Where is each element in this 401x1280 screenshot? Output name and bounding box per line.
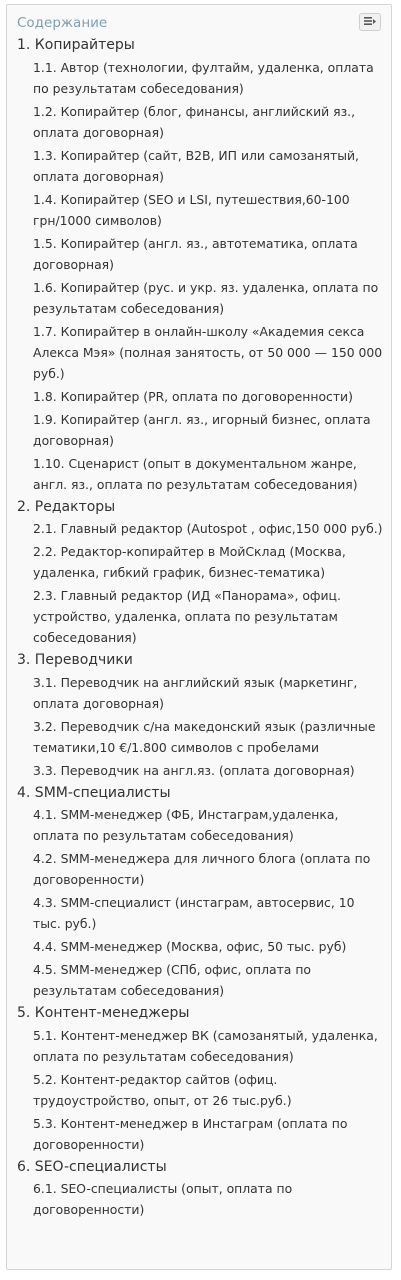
toc-sub-list: [7, 1025, 391, 1155]
toc-item-link[interactable]: 1.7. Копирайтер в онлайн-школу «Академия секса Алекса Мэя» (полная занятость, от 50 000 — 150 000 руб.): [33, 323, 383, 381]
toc-item-link[interactable]: 3.1. Переводчик на английский язык (маркетинг, оплата договорная): [33, 674, 358, 711]
toc-section: [7, 650, 391, 781]
toc-item-link[interactable]: 1.9. Копирайтер (англ. яз., игорный бизнес, оплата договорная): [33, 411, 371, 448]
toc-sub-item: [7, 1113, 391, 1155]
toc-sub-item: [7, 804, 391, 846]
toc-title: Содержание: [17, 15, 108, 31]
table-of-contents: [6, 4, 392, 1270]
toc-item-link[interactable]: 4.2. SMM-менеджера для личного блога (оплата по договоренности): [33, 851, 371, 887]
toc-sub-item: [7, 959, 391, 1001]
toc-sub-item: [7, 101, 391, 143]
toc-sub-item: [7, 453, 391, 495]
toc-sub-item: [7, 321, 391, 384]
toc-sub-item: [7, 386, 391, 407]
toc-sub-item: [7, 848, 391, 890]
toc-sub-item: [7, 892, 391, 934]
toc-item-link[interactable]: 4.4. SMM-менеджер (Москва, офис, 50 тыс. руб): [33, 939, 347, 954]
toc-section: [7, 783, 391, 1002]
toc-item-link[interactable]: 2.1. Главный редактор (Autospot , офис,150 000 руб.): [33, 521, 383, 536]
toc-sub-item: [7, 57, 391, 99]
toc-section-link[interactable]: 3. Переводчики: [17, 652, 133, 668]
toc-sub-item: [7, 277, 391, 319]
toc-item-link[interactable]: 1.4. Копирайтер (SEO и LSI, путешествия,60-100 грн/1000 символов): [33, 191, 350, 228]
toc-item-link[interactable]: 2.3. Главный редактор (ИД «Панорама», офиц. устройство, удаленка, оплата по результатам собеседования): [33, 588, 341, 645]
toc-sub-list: [7, 1178, 391, 1220]
toc-sub-item: [7, 716, 391, 758]
toc-item-link[interactable]: 1.8. Копирайтер (PR, оплата по договоренности): [33, 388, 353, 404]
toc-item-link[interactable]: 5.3. Контент-менеджер в Инстаграм (оплата по договоренности): [33, 1115, 348, 1152]
toc-sub-item: [7, 1025, 391, 1067]
toc-sub-list: [7, 672, 391, 781]
list-collapse-icon: [364, 16, 376, 27]
toc-sub-item: [7, 672, 391, 714]
toc-sub-item: [7, 518, 391, 539]
toc-item-link[interactable]: 1.3. Копирайтер (сайт, B2B, ИП или самозанятый, оплата договорная): [33, 147, 359, 184]
toc-section-link[interactable]: 4. SMM-специалисты: [17, 784, 171, 801]
toc-section: [7, 35, 391, 495]
toc-sub-item: [7, 145, 391, 187]
toc-section-link[interactable]: 2. Редакторы: [17, 498, 116, 515]
toc-sub-item: [7, 1069, 391, 1111]
toc-sub-list: [7, 518, 391, 648]
toc-item-link[interactable]: 2.2. Редактор-копирайтер в МойСклад (Москва, удаленка, гибкий график, бизнес-тематика): [33, 544, 346, 580]
toc-section: [7, 1157, 391, 1221]
toc-sub-item: [7, 1178, 391, 1220]
toc-item-link[interactable]: 5.2. Контент-редактор сайтов (офиц. трудоустройство, опыт, от 26 тыс.руб.): [33, 1071, 292, 1108]
toc-item-link[interactable]: 5.1. Контент-менеджер ВК (самозанятый, удаленка, оплата по результатам собеседования): [33, 1027, 378, 1064]
toc-item-link[interactable]: 4.3. SMM-специалист (инстаграм, автосервис, 10 тыс. руб.): [33, 895, 355, 931]
toc-item-link[interactable]: 4.5. SMM-менеджер (СПб, офис, оплата по результатам собеседования): [33, 962, 312, 998]
toc-sub-item: [7, 233, 391, 275]
toc-item-link[interactable]: 1.5. Копирайтер (англ. яз., автотематика, оплата договорная): [33, 235, 358, 272]
toc-item-link[interactable]: 1.2. Копирайтер (блог, финансы, английский яз., оплата договорная): [33, 103, 356, 140]
toc-sub-item: [7, 189, 391, 231]
toc-item-link[interactable]: 1.1. Автор (технологии, фултайм, удаленка, оплата по результатам собеседования): [33, 59, 374, 96]
toc-item-link[interactable]: 1.10. Сценарист (опыт в документальном жанре, англ. яз., оплата по результатам собеседования): [33, 455, 358, 492]
toc-item-link[interactable]: 3.2. Переводчик с/на македонский язык (различные тематики,10 €/1.800 символов с пробелами: [33, 718, 376, 755]
toc-toggle-button[interactable]: [359, 13, 381, 31]
toc-item-link[interactable]: 6.1. SEO-специалисты (опыт, оплата по договоренности): [33, 1181, 293, 1217]
toc-section-link[interactable]: 1. Копирайтеры: [17, 37, 135, 53]
toc-list: [7, 35, 391, 1222]
toc-item-link[interactable]: 3.3. Переводчик на англ.яз. (оплата договорная): [33, 762, 355, 778]
toc-sub-item: [7, 760, 391, 781]
toc-section-link[interactable]: 5. Контент-менеджеры: [17, 1005, 190, 1021]
toc-sub-list: [7, 57, 391, 495]
toc-sub-item: [7, 541, 391, 583]
toc-section-link[interactable]: 6. SEO-специалисты: [17, 1158, 167, 1175]
toc-item-link[interactable]: 4.1. SMM-менеджер (ФБ, Инстаграм,удаленка, оплата по результатам собеседования): [33, 807, 339, 843]
toc-sub-list: [7, 804, 391, 1001]
toc-sub-item: [7, 585, 391, 648]
toc-section: [7, 497, 391, 649]
toc-sub-item: [7, 409, 391, 451]
toc-item-link[interactable]: 1.6. Копирайтер (рус. и укр. яз. удаленка, оплата по результатам собеседования): [33, 279, 379, 316]
toc-sub-item: [7, 936, 391, 957]
toc-section: [7, 1003, 391, 1155]
